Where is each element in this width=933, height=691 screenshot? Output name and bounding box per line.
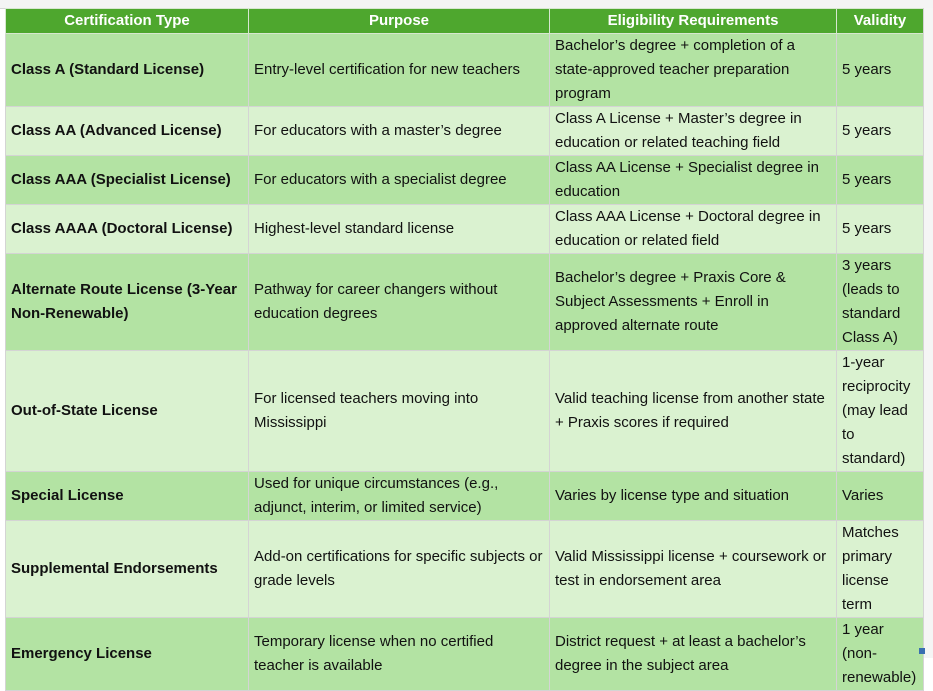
cell-certification-type[interactable]: Special License — [6, 472, 249, 521]
cell-eligibility[interactable]: Bachelor’s degree + completion of a state-approved teacher preparation program — [550, 34, 837, 107]
cell-validity[interactable]: 1-year reciprocity (may lead to standard) — [837, 351, 924, 472]
cell-certification-type[interactable]: Alternate Route License (3-Year Non-Renewable) — [6, 254, 249, 351]
header-eligibility-requirements[interactable]: Eligibility Requirements — [550, 9, 837, 34]
header-row — [6, 9, 924, 34]
cell-validity[interactable]: 5 years — [837, 107, 924, 156]
cell-purpose[interactable]: Highest-level standard license — [249, 205, 550, 254]
cell-purpose[interactable]: Temporary license when no certified teacher is available — [249, 618, 550, 691]
cell-eligibility[interactable]: Valid Mississippi license + coursework or test in endorsement area — [550, 521, 837, 618]
cell-purpose[interactable]: Used for unique circumstances (e.g., adjunct, interim, or limited service) — [249, 472, 550, 521]
cell-purpose[interactable]: Entry-level certification for new teachers — [249, 34, 550, 107]
table-row — [6, 156, 924, 205]
cell-eligibility[interactable]: Varies by license type and situation — [550, 472, 837, 521]
cell-purpose[interactable]: Pathway for career changers without education degrees — [249, 254, 550, 351]
cell-validity[interactable]: Varies — [837, 472, 924, 521]
cell-purpose[interactable]: For educators with a specialist degree — [249, 156, 550, 205]
cell-validity[interactable]: 3 years (leads to standard Class A) — [837, 254, 924, 351]
table-row — [6, 521, 924, 618]
header-validity[interactable]: Validity — [837, 9, 924, 34]
table-row — [6, 107, 924, 156]
fill-handle[interactable] — [919, 648, 925, 654]
cell-eligibility[interactable]: Bachelor’s degree + Praxis Core & Subject Assessments + Enroll in approved alternate route — [550, 254, 837, 351]
cell-certification-type[interactable]: Emergency License — [6, 618, 249, 691]
table-row — [6, 254, 924, 351]
cell-eligibility[interactable]: Class AA License + Specialist degree in education — [550, 156, 837, 205]
cell-purpose[interactable]: For educators with a master’s degree — [249, 107, 550, 156]
cell-validity[interactable]: 5 years — [837, 205, 924, 254]
cell-certification-type[interactable]: Supplemental Endorsements — [6, 521, 249, 618]
cell-validity[interactable]: 5 years — [837, 156, 924, 205]
cell-certification-type[interactable]: Out-of-State License — [6, 351, 249, 472]
cell-eligibility[interactable]: Valid teaching license from another state + Praxis scores if required — [550, 351, 837, 472]
cell-certification-type[interactable]: Class AAA (Specialist License) — [6, 156, 249, 205]
cell-validity[interactable]: 1 year (non-renewable) — [837, 618, 924, 691]
cell-certification-type[interactable]: Class AA (Advanced License) — [6, 107, 249, 156]
table-row — [6, 618, 924, 691]
certification-table — [5, 8, 924, 691]
cell-eligibility[interactable]: District request + at least a bachelor’s degree in the subject area — [550, 618, 837, 691]
header-purpose[interactable]: Purpose — [249, 9, 550, 34]
cell-certification-type[interactable]: Class AAAA (Doctoral License) — [6, 205, 249, 254]
cell-validity[interactable]: 5 years — [837, 34, 924, 107]
cell-eligibility[interactable]: Class AAA License + Doctoral degree in education or related field — [550, 205, 837, 254]
table-row — [6, 472, 924, 521]
cell-certification-type[interactable]: Class A (Standard License) — [6, 34, 249, 107]
cell-eligibility[interactable]: Class A License + Master’s degree in education or related teaching field — [550, 107, 837, 156]
cell-validity[interactable]: Matches primary license term — [837, 521, 924, 618]
table-row — [6, 205, 924, 254]
table-row — [6, 351, 924, 472]
cell-purpose[interactable]: Add-on certifications for specific subjects or grade levels — [249, 521, 550, 618]
adjacent-column-area — [923, 8, 933, 658]
header-certification-type[interactable]: Certification Type — [6, 9, 249, 34]
table-row — [6, 34, 924, 107]
cell-purpose[interactable]: For licensed teachers moving into Mississippi — [249, 351, 550, 472]
